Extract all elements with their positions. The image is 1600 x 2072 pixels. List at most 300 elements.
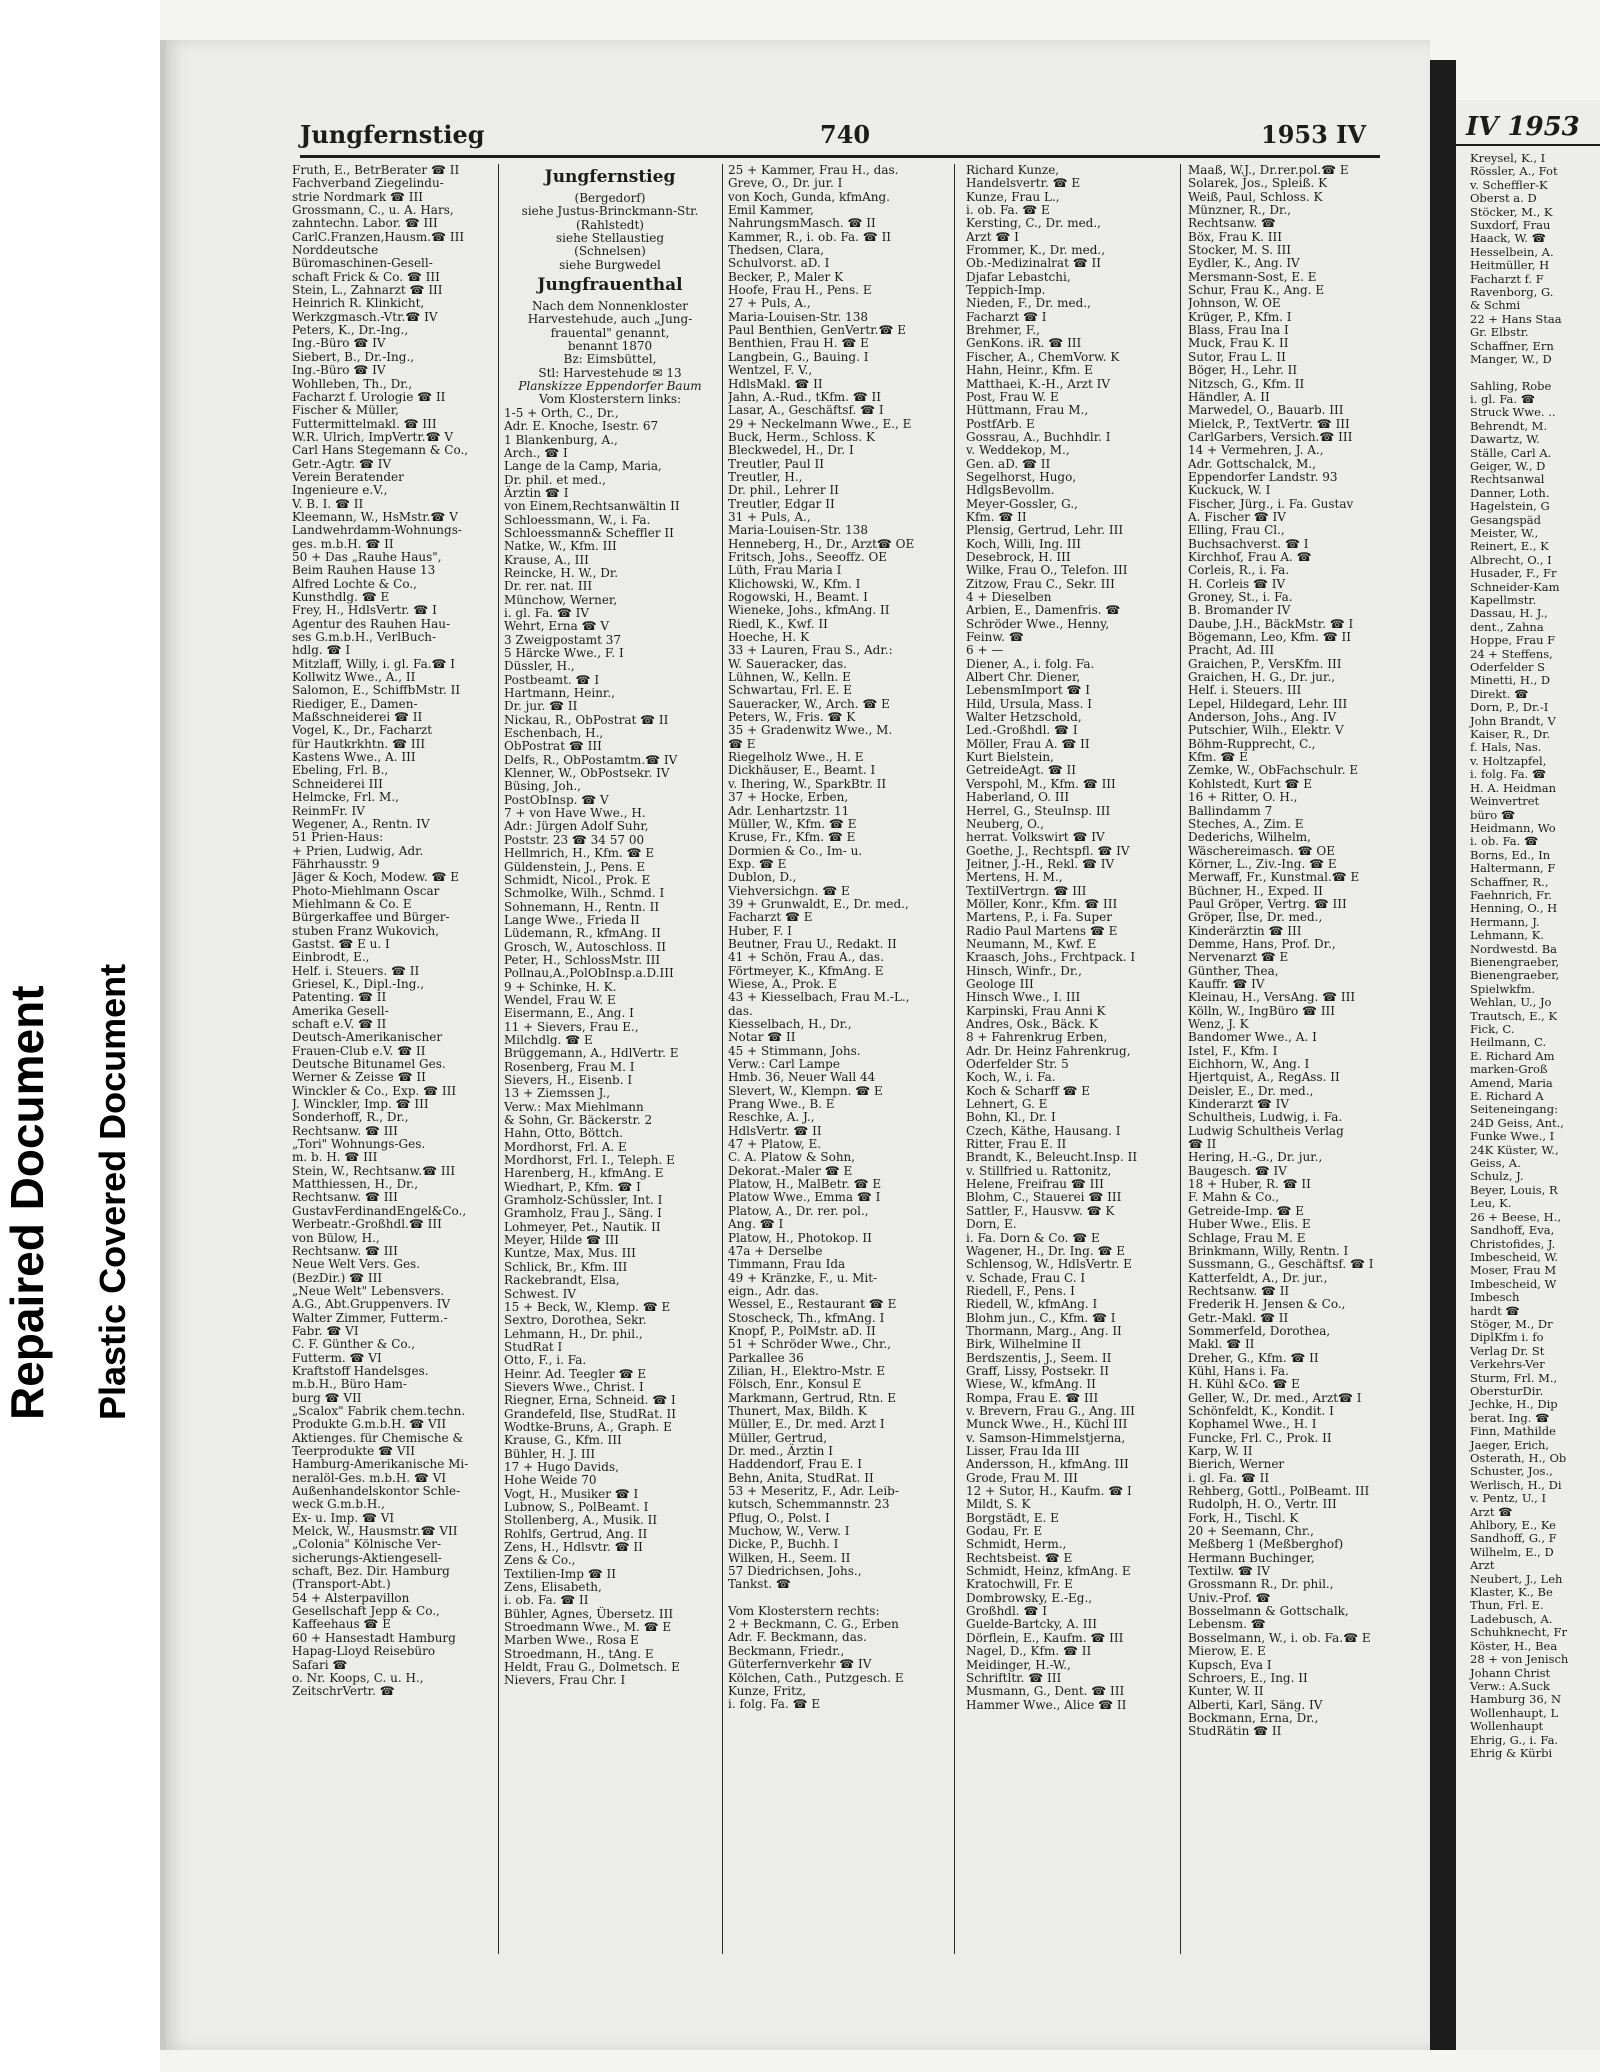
directory-entry: Reincke, H. W., Dr. xyxy=(504,565,619,580)
directory-entry: zahntechn. Labor. ☎ III xyxy=(292,216,438,231)
directory-entry: Zens, Elisabeth, xyxy=(504,1580,602,1595)
directory-entry: v. Scheffler-K xyxy=(1470,177,1548,192)
directory-entry: Wohlleben, Th., Dr., xyxy=(292,376,413,391)
directory-entry: Schaffner, R., xyxy=(1470,874,1549,889)
directory-entry: Hmb. 36, Neuer Wall 44 xyxy=(728,1070,876,1085)
directory-entry: Lohmeyer, Pet., Nautik. II xyxy=(504,1219,661,1234)
directory-entry: Heldt, Frau G., Dolmetsch. E xyxy=(504,1660,680,1675)
directory-entry: Paul Gröper, Vertrg. ☎ III xyxy=(1188,896,1347,911)
directory-entry: Grandefeld, Ilse, StudRat. II xyxy=(504,1406,676,1421)
directory-entry: Meister, W., xyxy=(1470,525,1539,540)
facing-page xyxy=(1456,100,1600,2050)
street-description: Harvestehude, auch „Jung- xyxy=(527,312,693,327)
directory-entry: Wehlan, U., Jo xyxy=(1470,995,1552,1010)
directory-entry: Stöger, M., Dr xyxy=(1470,1316,1553,1331)
directory-entry: 4 + Dieselben xyxy=(966,590,1052,604)
directory-entry: kutsch, Schemmannstr. 23 xyxy=(728,1497,890,1512)
directory-entry: Imbescheid, W xyxy=(1470,1276,1557,1291)
directory-entry: Lehnert, G. E xyxy=(966,1097,1048,1112)
directory-entry: hardt ☎ xyxy=(1470,1303,1520,1318)
directory-entry: Deutsche Bitunamel Ges. xyxy=(292,1057,446,1072)
directory-entry: dent., Zahna xyxy=(1470,619,1544,634)
directory-entry: Ballindamm 7 xyxy=(1188,803,1273,818)
directory-entry: Sturm, Frl. M., xyxy=(1470,1370,1558,1385)
directory-entry: Winckler & Co., Exp. ☎ III xyxy=(292,1083,457,1098)
directory-entry: Arzt xyxy=(1470,1558,1495,1573)
directory-entry: Getreide-Imp. ☎ E xyxy=(1188,1203,1304,1218)
directory-entry: Solarek, Jos., Spleiß. K xyxy=(1188,176,1328,191)
directory-entry: Rössler, A., Fot xyxy=(1470,164,1558,179)
directory-entry: Markmann, Gertrud, Rtn. E xyxy=(728,1390,897,1405)
directory-entry: Siebert, B., Dr.-Ing., xyxy=(292,349,415,364)
directory-entry: Kaiser, R., Dr. xyxy=(1470,727,1551,742)
directory-entry: Kophamel Wwe., H. I xyxy=(1188,1417,1317,1432)
directory-entry: Christofides, J. xyxy=(1470,1236,1556,1251)
directory-entry: (Transport-Abt.) xyxy=(292,1577,391,1592)
directory-entry: Klichowski, W., Kfm. I xyxy=(728,576,861,591)
directory-entry: Notar ☎ II xyxy=(728,1030,796,1045)
directory-entry: ses G.m.b.H., VerlBuch- xyxy=(292,630,437,645)
directory-entry: Amerika Gesell- xyxy=(292,1003,389,1018)
directory-entry: Behrendt, M. xyxy=(1470,418,1548,433)
directory-entry: Matthaei, K.-H., Arzt IV xyxy=(966,376,1111,391)
directory-entry: Knopf, P., PolMstr. aD. II xyxy=(728,1323,876,1338)
directory-entry: Greve, O., Dr. jur. I xyxy=(728,176,843,191)
directory-entry: Getr.-Makl. ☎ II xyxy=(1188,1310,1289,1325)
directory-entry: Hartmann, Heinr., xyxy=(504,686,615,701)
directory-entry: Sutor, Frau L. II xyxy=(1188,349,1286,364)
directory-entry: Meidinger, H.-W., xyxy=(966,1657,1071,1672)
directory-entry: berat. Ing. ☎ xyxy=(1470,1410,1550,1425)
directory-entry: Matthiessen, H., Dr., xyxy=(292,1177,419,1192)
directory-entry: Emil Kammer, xyxy=(728,203,814,218)
directory-entry: Deisler, E., Dr. med., xyxy=(1188,1083,1314,1098)
directory-entry: Patenting. ☎ II xyxy=(292,990,387,1005)
directory-entry: Danner, Loth. xyxy=(1470,485,1550,500)
directory-entry: Kruse, Fr., Kfm. ☎ E xyxy=(728,830,856,845)
directory-entry: Lisser, Frau Ida III xyxy=(966,1444,1080,1458)
directory-entry: Heilmann, C. xyxy=(1470,1035,1547,1050)
directory-entry: Kauffr. ☎ IV xyxy=(1188,976,1265,991)
directory-entry: burg ☎ VII xyxy=(292,1390,362,1405)
directory-entry: Böx, Frau K. III xyxy=(1188,229,1283,244)
directory-entry: Brehmer, F., xyxy=(966,323,1040,338)
street-description: Stl: Harvestehude ✉ 13 xyxy=(538,365,682,380)
directory-entry: Putschier, Wilh., Elektr. V xyxy=(1188,723,1344,738)
directory-entry: Verw.: A.Suck xyxy=(1470,1678,1550,1693)
directory-entry: Post, Frau W. E xyxy=(966,389,1059,404)
directory-entry: i. ob. Fa. ☎ xyxy=(1470,834,1539,849)
directory-entry: Blohm, C., Stauerei ☎ III xyxy=(966,1190,1122,1205)
directory-entry: eign., Adr. das. xyxy=(728,1283,819,1298)
directory-entry: Bandomer Wwe., A. I xyxy=(1188,1030,1317,1045)
directory-entry: Blass, Frau Ina I xyxy=(1188,323,1289,338)
street-note: siehe Burgwedel xyxy=(559,257,661,272)
directory-entry: Teppich-Imp. xyxy=(966,283,1046,298)
directory-entry: Ladebusch, A. xyxy=(1470,1611,1553,1626)
directory-entry: Arzt ☎ xyxy=(1470,1504,1513,1519)
directory-entry: Platow, A., Dr. rer. pol., xyxy=(728,1203,869,1218)
directory-entry: Dawartz, W. xyxy=(1470,432,1540,447)
directory-entry: Guelde-Bartcky, A. III xyxy=(966,1617,1097,1632)
directory-entry: Kersting, C., Dr. med., xyxy=(966,216,1101,231)
directory-entry: HdlsVertr. ☎ II xyxy=(728,1123,822,1138)
directory-entry: 26 + Beese, H., xyxy=(1470,1209,1562,1224)
directory-entry: Muchow, W., Verw. I xyxy=(728,1524,850,1539)
directory-entry: Funcke, Frl. C., Prok. II xyxy=(1188,1430,1332,1445)
street-note: siehe Justus-Brinckmann-Str. xyxy=(521,204,699,219)
directory-entry: Natke, W., Kfm. III xyxy=(504,539,617,554)
directory-entry: Ebeling, Frl. B., xyxy=(292,763,389,778)
directory-entry: Münchow, Werner, xyxy=(504,592,618,607)
directory-entry: Mitzlaff, Willy, i. gl. Fa.☎ I xyxy=(292,656,456,671)
directory-entry: Hoppe, Frau F xyxy=(1470,633,1556,648)
directory-entry: Bosselmann, W., i. ob. Fa.☎ E xyxy=(1188,1630,1371,1645)
directory-entry: Ex- u. Imp. ☎ VI xyxy=(292,1510,395,1525)
directory-entry: Schultheis, Ludwig, i. Fa. xyxy=(1188,1110,1343,1125)
directory-entry: Wegener, A., Rentn. IV xyxy=(292,816,430,831)
directory-entry: Jahn, A.-Rud., tKfm. ☎ II xyxy=(728,389,881,404)
directory-entry: Becker, P., Maler K xyxy=(728,269,844,284)
directory-entry: Ehrig, G., i. Fa. xyxy=(1470,1732,1559,1747)
directory-entry: Zens & Co., xyxy=(504,1553,576,1568)
directory-entry: Hohe Weide 70 xyxy=(504,1473,597,1488)
header-street-name: Jungfernstieg xyxy=(300,120,485,149)
directory-entry: Adr. Dr. Heinz Fahrenkrug, xyxy=(966,1043,1131,1058)
directory-entry: Bögemann, Leo, Kfm. ☎ II xyxy=(1188,630,1352,645)
directory-entry: Rechtsanw. ☎ III xyxy=(292,1190,398,1205)
directory-entry: Mersmann-Sost, E. E xyxy=(1188,269,1317,284)
directory-entry: sicherungs-Aktiengesell- xyxy=(292,1550,442,1565)
directory-entry: Heinrich R. Klinkicht, xyxy=(292,296,425,311)
directory-entry: Schloessmann, W., i. Fa. xyxy=(504,512,651,527)
directory-entry: v. Holtzapfel, xyxy=(1470,753,1547,768)
directory-entry: J. Winckler, Imp. ☎ III xyxy=(292,1097,429,1112)
column-4 xyxy=(966,164,1174,1964)
directory-entry: Koch, Willi, Ing. III xyxy=(966,536,1082,551)
directory-entry: Andres, Osk., Bäck. K xyxy=(966,1017,1098,1031)
directory-entry: Bockmann, Erna, Dr., xyxy=(1188,1710,1319,1725)
directory-entry: Haack, W. ☎ xyxy=(1470,231,1546,246)
directory-entry: Stroedmann, H., tAng. E xyxy=(504,1646,654,1661)
directory-entry: Maria-Louisen-Str. 138 xyxy=(728,523,869,538)
directory-entry xyxy=(1456,367,1600,380)
directory-entry: John Brandt, V xyxy=(1470,713,1556,728)
directory-entry: Riegelholz Wwe., H. E xyxy=(728,750,864,765)
directory-entry: Frauen-Club e.V. ☎ II xyxy=(292,1043,426,1058)
directory-entry: Behn, Anita, StudRat. II xyxy=(728,1470,874,1485)
directory-entry: Frederik H. Jensen & Co., xyxy=(1188,1297,1346,1312)
directory-entry: Schmidt, Nicol., Prok. E xyxy=(504,872,651,887)
directory-entry: v. Ihering, W., SparkBtr. II xyxy=(728,776,887,791)
directory-entry: Kunter, W. II xyxy=(1188,1684,1264,1699)
directory-entry: Jaeger, Erich, xyxy=(1470,1437,1550,1452)
street-note: (Schnelsen) xyxy=(574,244,646,259)
directory-entry: Norddeutsche xyxy=(292,243,379,258)
directory-entry: Heinr. Ad. Teegler ☎ E xyxy=(504,1366,647,1381)
directory-entry: Thedsen, Clara, xyxy=(728,243,825,258)
directory-entry: v. Schade, Frau C. I xyxy=(966,1270,1086,1285)
directory-entry: Baugesch. ☎ IV xyxy=(1188,1163,1287,1178)
directory-entry: PostObInsp. ☎ V xyxy=(504,792,609,807)
directory-entry: Albert Chr. Diener, xyxy=(966,670,1081,685)
directory-entry: Adr. E. Knoche, Isestr. 67 xyxy=(504,419,659,434)
directory-entry: Imbesch xyxy=(1470,1290,1520,1305)
directory-entry: Kölchen, Cath., Putzgesch. E xyxy=(728,1670,904,1685)
facing-page-header: IV 1953 xyxy=(1456,100,1600,146)
directory-entry: Adr. F. Beckmann, das. xyxy=(728,1630,867,1645)
directory-entry: Seiteneingang: xyxy=(1470,1102,1558,1117)
directory-entry: Diener, A., i. folg. Fa. xyxy=(966,656,1095,671)
directory-entry: Weinvertret xyxy=(1470,794,1540,809)
directory-entry: GenKons. iR. ☎ III xyxy=(966,336,1082,351)
directory-entry: Osterath, H., Ob xyxy=(1470,1451,1567,1465)
directory-entry: NahrungsmMasch. ☎ II xyxy=(728,216,876,231)
page-gutter xyxy=(1430,60,1456,2050)
directory-entry: Bosselmann & Gottschalk, xyxy=(1188,1604,1349,1619)
directory-entry: Eydler, K., Ang. IV xyxy=(1188,256,1300,271)
column-divider xyxy=(498,164,499,1954)
directory-entry: Werbeatr.-Großhdl.☎ III xyxy=(292,1217,442,1232)
directory-entry: Wiese, A., Prok. E xyxy=(728,976,837,991)
directory-entry: Rechtsanw. ☎ III xyxy=(292,1123,398,1138)
directory-entry: 7 + von Have Wwe., H. xyxy=(504,806,646,821)
directory-entry: 24 + Steffens, xyxy=(1470,646,1553,661)
directory-entry: Facharzt ☎ I xyxy=(966,309,1047,324)
directory-entry: 17 + Hugo Davids, xyxy=(504,1459,619,1474)
directory-entry: Sievers Wwe., Christ. I xyxy=(504,1379,644,1394)
directory-entry: Kreysel, K., I xyxy=(1470,151,1546,165)
directory-entry: Fachverband Ziegelindu- xyxy=(292,176,444,191)
directory-entry: Groney, St., i. Fa. xyxy=(1188,590,1293,604)
directory-entry: ges. m.b.H. ☎ II xyxy=(292,536,394,551)
street-description: Bz: Eimsbüttel, xyxy=(563,352,657,367)
directory-entry: Sattler, F., Hausvw. ☎ K xyxy=(966,1203,1115,1218)
directory-entry: Nagel, D., Kfm. ☎ II xyxy=(966,1644,1092,1659)
directory-entry: Wieneke, Johs., kfmAng. II xyxy=(728,603,890,618)
directory-entry: Paul Benthien, GenVertr.☎ E xyxy=(728,323,906,338)
directory-entry: Albrecht, O., I xyxy=(1470,552,1552,567)
directory-entry: Gossrau, A., Buchhdlr. I xyxy=(966,429,1111,444)
directory-entry: Jeitner, J.-H., Rekl. ☎ IV xyxy=(966,856,1115,871)
directory-entry: Kuntze, Max, Mus. III xyxy=(504,1246,636,1261)
directory-entry: Kratochwill, Fr. E xyxy=(966,1577,1073,1592)
directory-entry: Futtermittelmakl. ☎ III xyxy=(292,416,437,431)
directory-entry: Thunert, Max, Bildh. K xyxy=(728,1403,867,1418)
directory-entry: Radio Paul Martens ☎ E xyxy=(966,923,1118,938)
directory-entry: Hellmrich, H., Kfm. ☎ E xyxy=(504,846,655,861)
directory-entry: Landwehrdamm-Wohnungs- xyxy=(292,523,462,538)
directory-entry: i. gl. Fa. ☎ IV xyxy=(504,605,590,620)
directory-entry: Getr.-Agtr. ☎ IV xyxy=(292,456,392,471)
directory-entry: Schmolke, Wilh., Schmd. I xyxy=(504,886,665,901)
directory-entry: 35 + Gradenwitz Wwe., M. xyxy=(728,723,893,738)
directory-entry: Aktienges. für Chemische & xyxy=(292,1430,464,1445)
directory-entry: Wendel, Frau W. E xyxy=(504,992,616,1007)
directory-entry: Wilken, H., Seem. II xyxy=(728,1550,851,1565)
directory-entry: Nieden, F., Dr. med., xyxy=(966,296,1091,311)
directory-entry: Krause, A., III xyxy=(504,552,589,567)
directory-entry: Makl. ☎ II xyxy=(1188,1337,1255,1352)
direction-note: Vom Klosterstern links: xyxy=(538,392,682,407)
directory-entry: Dr. phil. et med., xyxy=(504,472,606,487)
directory-entry: Buck, Herm., Schloss. K xyxy=(728,429,875,444)
directory-entry: Wodtke-Bruns, A., Graph. E xyxy=(504,1419,672,1434)
directory-entry: Ingenieure e.V., xyxy=(292,483,388,498)
directory-entry: Mordhorst, Frl. I., Teleph. E xyxy=(504,1153,675,1168)
directory-entry: Hoeche, H. K xyxy=(728,630,810,645)
directory-entry: StudRätin ☎ II xyxy=(1188,1724,1282,1739)
directory-entry: strie Nordmark ☎ III xyxy=(292,189,423,204)
directory-entry: ZeitschrVertr. ☎ xyxy=(292,1684,395,1699)
directory-entry: Griesel, K., Dipl.-Ing., xyxy=(292,976,425,991)
directory-entry: W.R. Ulrich, ImpVertr.☎ V xyxy=(292,429,454,444)
directory-entry: Peter, H., SchlossMstr. III xyxy=(504,952,661,967)
directory-entry: Rechtsbeist. ☎ E xyxy=(966,1550,1073,1565)
directory-entry: Djafar Lebastchi, xyxy=(966,269,1071,284)
directory-entry: Borgstädt, E. E xyxy=(966,1510,1059,1525)
directory-entry: Ritter, Frau E. II xyxy=(966,1137,1067,1152)
directory-entry: Andersson, H., kfmAng. III xyxy=(966,1457,1129,1472)
directory-entry: 53 + Meseritz, F., Adr. Leib- xyxy=(728,1484,899,1499)
directory-entry: Husader, F., Fr xyxy=(1470,566,1557,581)
directory-entry: Salomon, E., SchiffbMstr. II xyxy=(292,683,461,698)
directory-entry: Ehrig & Kürbi xyxy=(1470,1745,1553,1760)
directory-entry: Düssler, H., xyxy=(504,659,575,674)
directory-entry: 5 Härcke Wwe., F. I xyxy=(504,646,624,660)
directory-entry: Bienengraeber, xyxy=(1470,968,1560,983)
directory-entry: Goethe, J., Rechtspfl. ☎ IV xyxy=(966,843,1130,858)
directory-entry: Parkallee 36 xyxy=(728,1350,804,1365)
directory-entry: Gesellschaft Jepp & Co., xyxy=(292,1604,440,1619)
directory-entry: Münzner, R., Dr., xyxy=(1188,203,1292,218)
directory-entry: Nordwestd. Ba xyxy=(1470,941,1557,956)
directory-entry: Birk, Wilhelmine II xyxy=(966,1337,1082,1352)
directory-entry: Stein, L., Zahnarzt ☎ III xyxy=(292,283,443,298)
directory-entry: Verkehrs-Ver xyxy=(1470,1357,1545,1372)
directory-entry: Sextro, Dorothea, Sekr. xyxy=(504,1313,647,1328)
directory-entry: Pflug, O., Polst. I xyxy=(728,1510,830,1525)
directory-entry: 24D Geiss, Ant., xyxy=(1470,1115,1564,1130)
directory-entry: C. F. Günther & Co., xyxy=(292,1337,416,1352)
directory-entry: Dormien & Co., Im- u. xyxy=(728,843,863,858)
directory-entry: Dorn, P., Dr.-I xyxy=(1470,700,1549,715)
directory-entry: Nickau, R., ObPostrat ☎ II xyxy=(504,712,669,727)
directory-entry: Dr. med., Ärztin I xyxy=(728,1444,833,1458)
directory-entry: Bierich, Werner xyxy=(1188,1457,1285,1472)
directory-entry: TextilVertrgn. ☎ III xyxy=(966,883,1087,898)
directory-entry: Lüdemann, R., kfmAng. II xyxy=(504,926,661,941)
directory-entry: E. Richard Am xyxy=(1470,1048,1555,1063)
directory-entry: GetreideAgt. ☎ II xyxy=(966,763,1077,778)
directory-entry: Dörflein, E., Kaufm. ☎ III xyxy=(966,1630,1124,1645)
directory-entry: Hammer Wwe., Alice ☎ II xyxy=(966,1697,1127,1712)
directory-entry: Futterm. ☎ VI xyxy=(292,1350,382,1365)
directory-entry: Riedell, W., kfmAng. I xyxy=(966,1297,1098,1312)
directory-entry: Verein Beratender xyxy=(292,469,404,484)
directory-entry: Verlag Dr. St xyxy=(1470,1343,1545,1358)
directory-entry: Walter Hetzschold, xyxy=(966,710,1082,725)
directory-entry: Rohlfs, Gertrud, Ang. II xyxy=(504,1526,648,1541)
directory-entry: Helmcke, Frl. M., xyxy=(292,790,399,805)
directory-entry: Thormann, Marg., Ang. II xyxy=(966,1323,1122,1338)
directory-entry: v. Brevern, Frau G., Ang. III xyxy=(966,1403,1135,1418)
directory-entry: Maria-Louisen-Str. 138 xyxy=(728,309,869,324)
directory-entry: B. Bromander IV xyxy=(1188,603,1291,618)
directory-entry: Eschenbach, H., xyxy=(504,726,604,741)
directory-entry: Förtmeyer, K., KfmAng. E xyxy=(728,963,884,978)
directory-entry: Fork, H., Tischl. K xyxy=(1188,1510,1299,1525)
street-description: Planskizze Eppendorfer Baum xyxy=(518,379,702,394)
directory-entry: Grosch, W., Autoschloss. II xyxy=(504,939,666,954)
directory-entry: Hamburg-Amerikanische Mi- xyxy=(292,1457,469,1472)
directory-entry: Marwedel, O., Bauarb. III xyxy=(1188,403,1344,418)
directory-entry: Meyer, Hilde ☎ III xyxy=(504,1233,620,1248)
directory-entry: Fritsch, Johs., Seeoffz. OE xyxy=(728,549,888,564)
directory-entry: Imbescheid, W. xyxy=(1470,1249,1558,1264)
directory-entry: Beyer, Louis, R xyxy=(1470,1182,1558,1197)
directory-entry: Textilien-Imp ☎ II xyxy=(504,1566,617,1581)
directory-entry: 13 + Ziemssen J., xyxy=(504,1086,611,1101)
directory-entry: A. Fischer ☎ IV xyxy=(1188,509,1286,524)
directory-entry: 20 + Seemann, Chr., xyxy=(1188,1524,1314,1539)
street-description: benannt 1870 xyxy=(567,339,653,354)
directory-entry: Sommerfeld, Dorothea, xyxy=(1188,1323,1331,1338)
directory-entry: Thun, Frl. E. xyxy=(1470,1598,1544,1613)
directory-entry: Finn, Mathilde xyxy=(1470,1424,1556,1439)
directory-entry: Schaffner, Ern xyxy=(1470,338,1554,353)
directory-entry: Rechtsanw. ☎ xyxy=(1188,216,1276,231)
directory-entry: Riediger, E., Damen- xyxy=(292,696,418,711)
directory-entry: Helene, Freifrau ☎ III xyxy=(966,1177,1104,1192)
directory-entry: Werkzgmasch.-Vtr.☎ IV xyxy=(292,309,438,324)
directory-entry: Helf. i. Steuers. III xyxy=(1188,683,1302,698)
directory-entry: Außenhandelskontor Schle- xyxy=(292,1484,461,1499)
directory-entry: Hermann, J. xyxy=(1470,914,1540,929)
directory-entry: Katterfeldt, A., Dr. jur., xyxy=(1188,1270,1328,1285)
directory-entry: v. Stillfried u. Rattonitz, xyxy=(966,1163,1112,1178)
directory-entry: 45 + Stimmann, Johs. xyxy=(728,1043,861,1058)
directory-entry: Reinert, E., K xyxy=(1470,539,1549,554)
directory-entry: Walter Zimmer, Futterm.- xyxy=(292,1310,448,1325)
directory-entry: o. Nr. Koops, C. u. H., xyxy=(292,1670,424,1685)
directory-entry: Sievers, H., Eisenb. I xyxy=(504,1073,633,1087)
directory-entry: Riedl, K., Kwf. II xyxy=(728,616,828,631)
directory-entry: Ludwig Schultheis Verlag xyxy=(1188,1123,1344,1138)
directory-entry: weck G.m.b.H., xyxy=(292,1497,385,1512)
directory-entry: Frommer, K., Dr. med., xyxy=(966,243,1106,258)
directory-entry: Arbien, E., Damenfris. ☎ xyxy=(966,603,1121,618)
directory-entry: Dicke, P., Buchh. I xyxy=(728,1537,839,1552)
directory-entry: Kaffeehaus ☎ E xyxy=(292,1617,391,1632)
directory-entry: Kfm. ☎ II xyxy=(966,509,1027,524)
directory-entry: Klenner, W., ObPostsekr. IV xyxy=(504,766,670,781)
directory-entry: „Neue Welt" Lebensvers. xyxy=(292,1283,445,1298)
directory-entry: Schuhknecht, Fr xyxy=(1470,1625,1567,1640)
directory-entry: Adr. Lenhartzstr. 11 xyxy=(728,803,850,818)
directory-entry: Lehmann, H., Dr. phil., xyxy=(504,1326,643,1341)
directory-entry: Wiedhart, P., Kfm. ☎ I xyxy=(504,1179,641,1194)
directory-entry: Dr. phil., Lehrer II xyxy=(728,483,839,498)
directory-entry: Werner & Zeisse ☎ II xyxy=(292,1070,426,1085)
directory-entry: Segelhorst, Hugo, xyxy=(966,469,1077,484)
directory-entry: Pollnau,A.,PolObInsp.a.D.III xyxy=(504,966,674,981)
directory-entry: Ing.-Büro ☎ IV xyxy=(292,336,386,351)
directory-entry: Schwest. IV xyxy=(504,1286,577,1301)
directory-entry: Sandhoff, Eva, xyxy=(1470,1223,1555,1238)
directory-entry: Dombrowsky, E.-Eg., xyxy=(966,1590,1093,1605)
directory-entry: büro ☎ xyxy=(1470,807,1516,822)
